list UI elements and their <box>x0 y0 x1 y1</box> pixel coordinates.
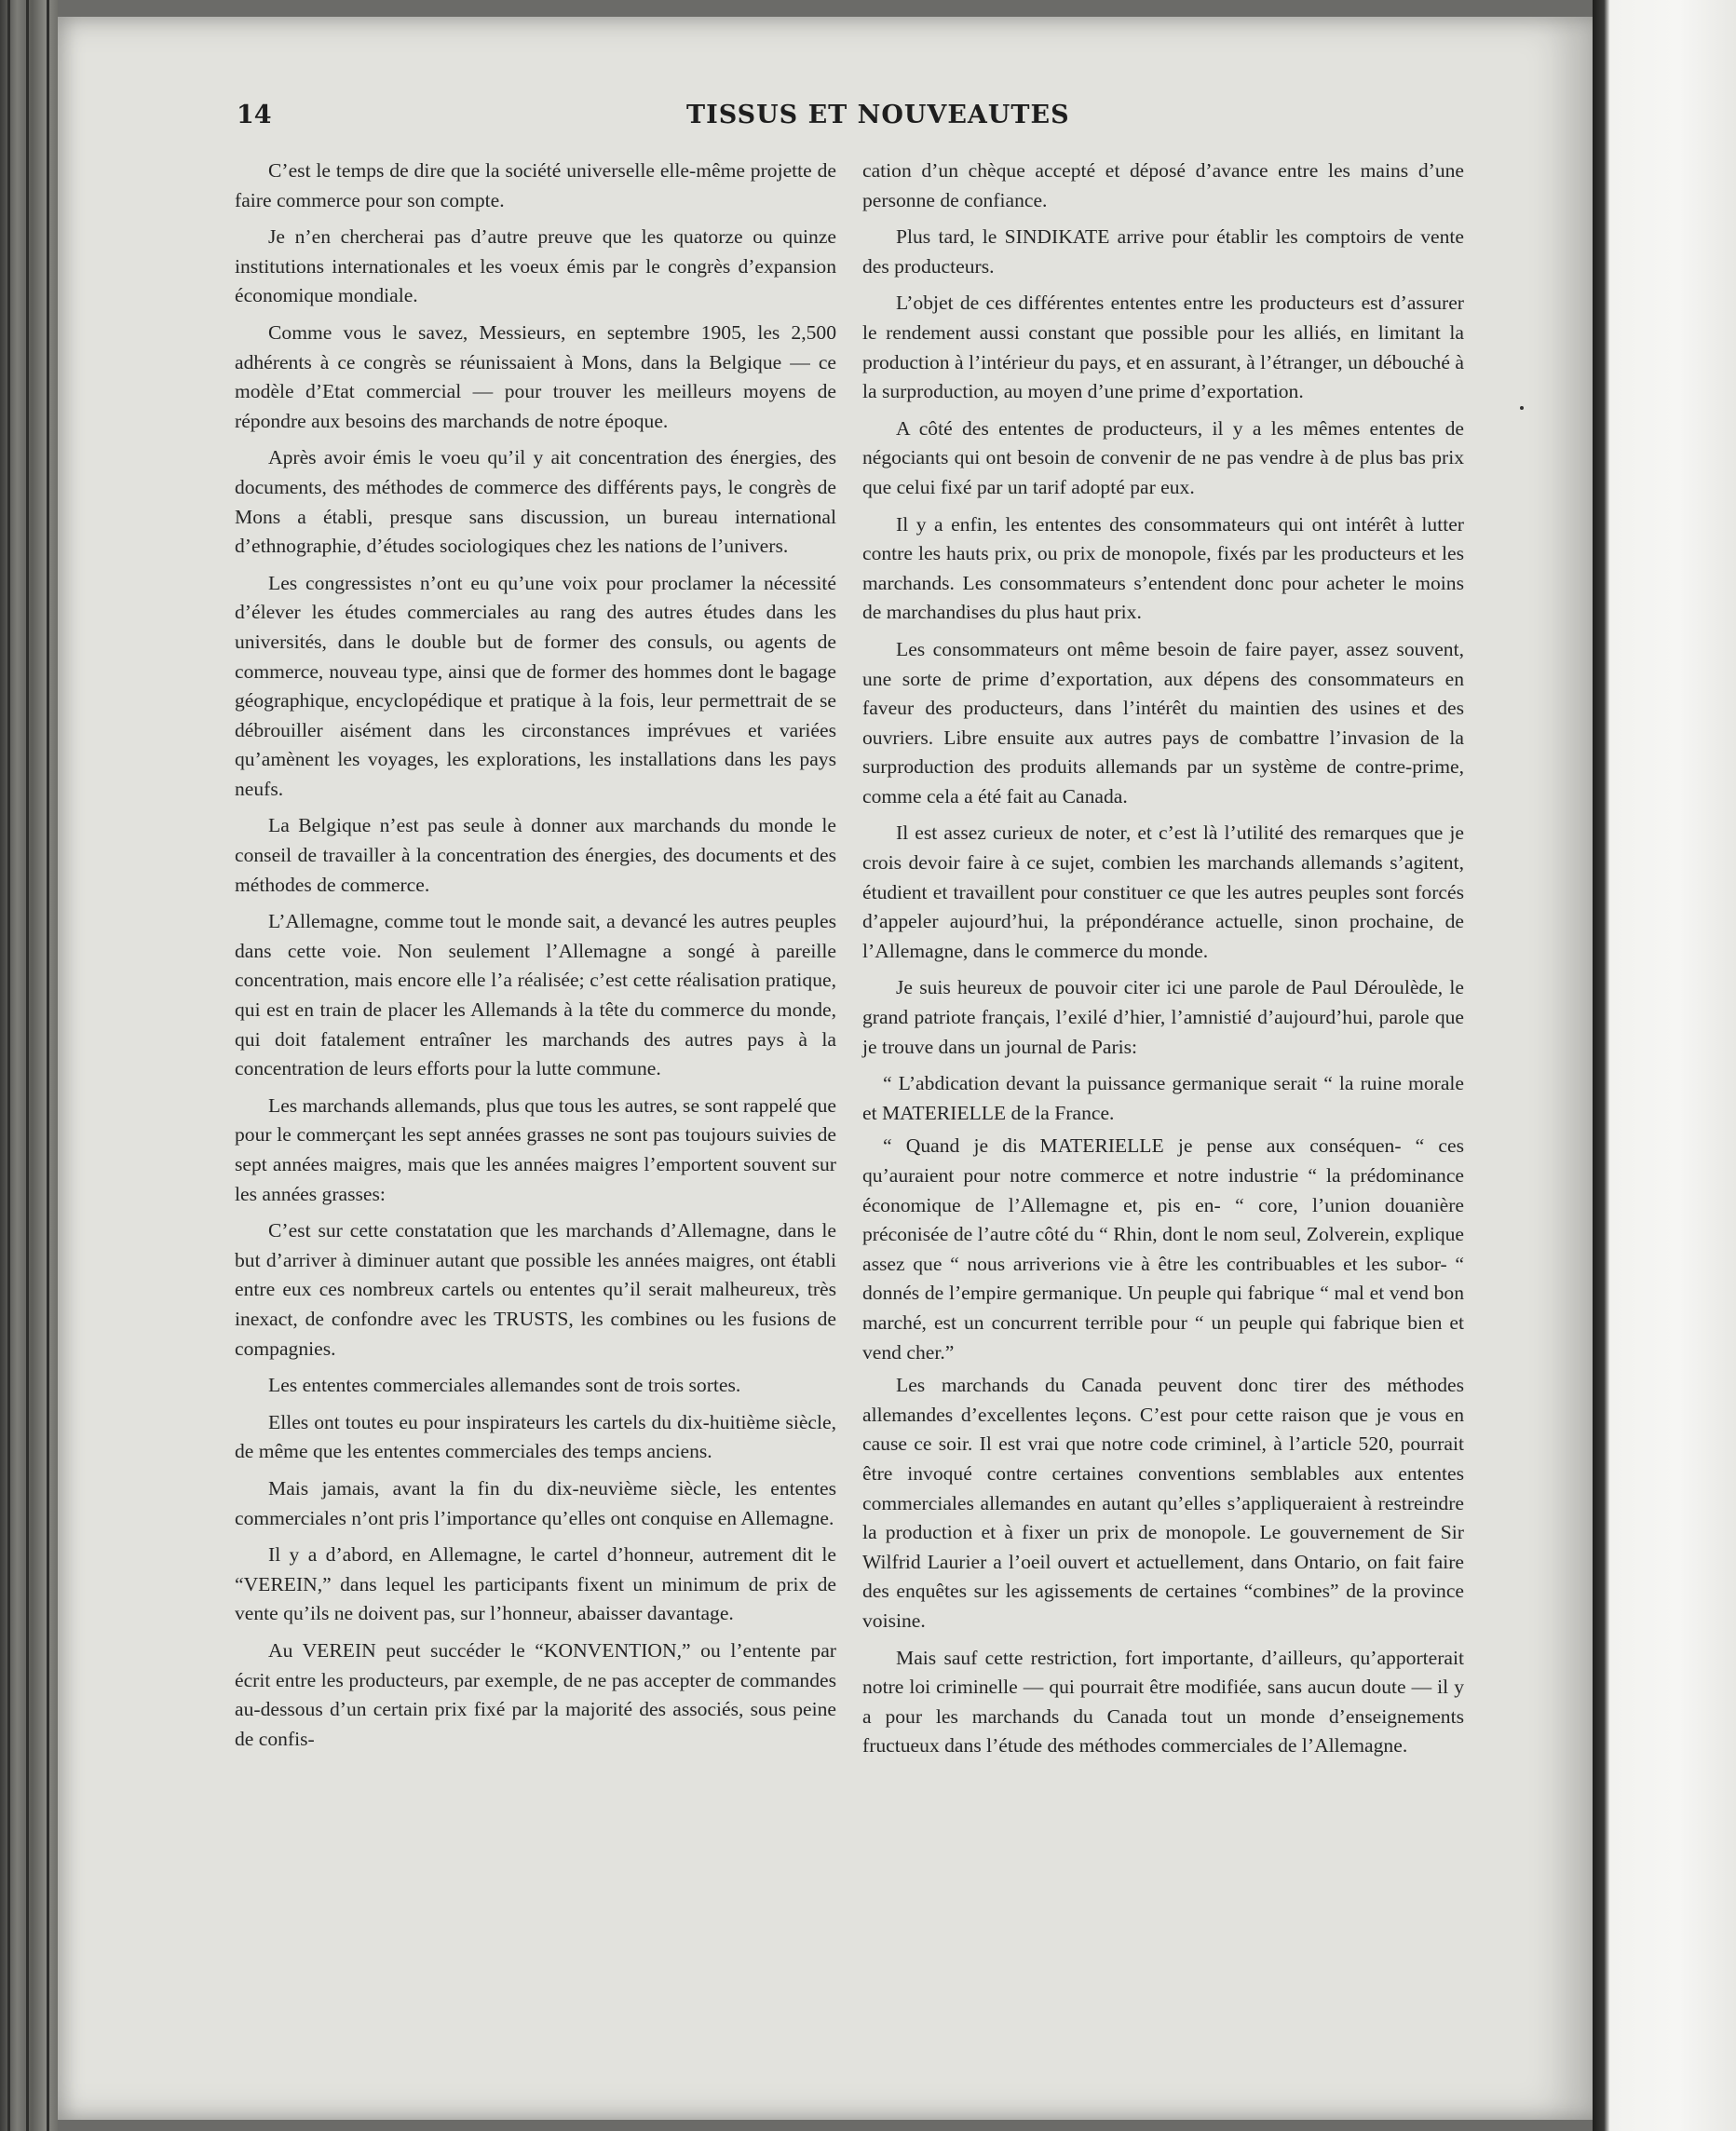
paragraph-continuation: cation d’un chèque accepté et déposé d’avance entre les mains d’une personne de confiance. <box>862 159 1464 211</box>
binding-line <box>7 0 10 2131</box>
paragraph: C’est sur cette constatation que les marchands d’Allemagne, dans le but d’arriver à diminuer autant que possible les années maigres, ont établi entre eux ces nombreux cartels ou ententes qu’il serait malheureux, très inexact, de confondre avec les TRUSTS, les combines ou les fusions de compagnies. <box>235 1219 836 1360</box>
scanned-page <box>58 17 1593 2120</box>
paragraph: Je suis heureux de pouvoir citer ici une parole de Paul Déroulède, le grand patriote français, l’exilé d’hier, l’amnistié d’aujourd’hui, parole que je trouve dans un journal de Paris: <box>862 976 1464 1058</box>
paragraph: Mais jamais, avant la fin du dix-neuvième siècle, les ententes commerciales n’ont pris l’importance qu’elles ont conquise en Allemagne. <box>235 1476 836 1529</box>
paragraph: Les consommateurs ont même besoin de faire payer, assez souvent, une sorte de prime d’exportation, aux dépens des consommateurs en faveur des producteurs, dans l’intérêt du maintien des usines et des ouvriers. Libre ensuite aux autres pays de combattre l’invasion de la surproduction des produits allemands par un système de contre-prime, comme cela a été fait au Canada. <box>862 637 1464 808</box>
paragraph: Il y a d’abord, en Allemagne, le cartel d’honneur, autrement dit le “VEREIN,” dans lequel les participants fixent un minimum de prix de vente qu’ils ne doivent pas, sur l’honneur, abaisser davantage. <box>235 1543 836 1625</box>
binding-line <box>26 0 29 2131</box>
paragraph: L’objet de ces différentes ententes entre les producteurs est d’assurer le rendement aussi constant que possible pour les alliés, en limitant la production à l’intérieur du pays, et en assurant, à l’étranger, un débouché à la surproduction, au moyen d’une prime d’exportation. <box>862 292 1464 403</box>
paragraph: Je n’en chercherai pas d’autre preuve que les quatorze ou quinze institutions internationales et les voeux émis par le congrès d’expansion économique mondiale. <box>235 225 836 307</box>
paragraph: Il est assez curieux de noter, et c’est là l’utilité des remarques que je crois devoir faire à ce sujet, combien les marchands allemands s’agitent, étudient et travaillent pour constituer ce que les autres peuples sont forcés d’appeler aujourd’hui, la prépondérance actuelle, sinon prochaine, de l’Allemagne, dans le commerce du monde. <box>862 821 1464 962</box>
paragraph: Plus tard, le SINDIKATE arrive pour établir les comptoirs de vente des producteurs. <box>862 225 1464 278</box>
scan-speck <box>1520 406 1524 410</box>
paragraph: Après avoir émis le voeu qu’il y ait concentration des énergies, des documents, des méthodes de commerce des différents pays, le congrès de Mons a établi, presque sans discussion, un bureau international d’ethnographie, d’études sociologiques chez les nations de l’univers. <box>235 446 836 558</box>
left-column <box>235 156 836 1761</box>
quotation: “ Quand je dis MATERIELLE je pense aux conséquen- “ ces qu’auraient pour notre commerce et notre industrie “ la prédominance économique de l’Allemagne et, pis en- “ core, l’union douanière préconisée de l’autre côté du “ Rhin, dont le nom seul, Zolverein, explique assez que “ nous arriverions vie à être les contribuables et les subor- “ donnés de l’empire germanique. Un peuple qui fabrique “ mal et vend bon marché, est un concurrent terrible pour “ un peuple qui fabrique bien et vend cher.” <box>862 1134 1464 1364</box>
paragraph: C’est le temps de dire que la société universelle elle-même projette de faire commerce pour son compte. <box>235 159 836 211</box>
adjacent-page-edge <box>1593 0 1736 2131</box>
paragraph: Il y a enfin, les ententes des consommateurs qui ont intérêt à lutter contre les hauts prix, ou prix de monopole, fixés par les producteurs et les marchands. Les consommateurs s’entendent donc pour acheter le moins de marchandises du plus haut prix. <box>862 512 1464 624</box>
paragraph: A côté des ententes de producteurs, il y a les mêmes ententes de négociants qui ont besoin de convenir de ne pas vendre à de plus bas prix que celui fixé par un tarif adopté par eux. <box>862 416 1464 498</box>
paragraph: Les congressistes n’ont eu qu’une voix pour proclamer la nécessité d’élever les études commerciales au rang des autres études dans les universités, dans le double but de former des consuls, ou agents de commerce, nouveau type, ainsi que de former des hommes dont le bagage géographique, encyclopédique et pratique à la fois, leur permettrait de se débrouiller aisément dans les circonstances imprévues et variées qu’amènent les voyages, les explorations, les installations dans les pays neufs. <box>235 571 836 800</box>
paragraph: Mais sauf cette restriction, fort importante, d’ailleurs, qu’apporterait notre loi criminelle — qui pourrait être modifiée, sans aucun doute — il y a pour les marchands du Canada tout un monde d’enseignements fructueux dans l’étude des méthodes commerciales de l’Allemagne. <box>862 1646 1464 1758</box>
paragraph: La Belgique n’est pas seule à donner aux marchands du monde le conseil de travailler à la concentration des énergies, des documents et des méthodes de commerce. <box>235 814 836 896</box>
quotation: “ L’abdication devant la puissance germanique serait “ la ruine morale et MATERIELLE de la France. <box>862 1072 1464 1124</box>
paragraph: Elles ont toutes eu pour inspirateurs les cartels du dix-huitième siècle, de même que les ententes commerciales des temps anciens. <box>235 1410 836 1463</box>
running-head: TISSUS ET NOUVEAUTES <box>686 101 1070 129</box>
paragraph: Comme vous le savez, Messieurs, en septembre 1905, les 2,500 adhérents à ce congrès se réunissaient à Mons, dans la Belgique — ce modèle d’Etat commercial — pour trouver les meilleurs moyens de répondre aux besoins des marchands de notre époque. <box>235 320 836 432</box>
paragraph: Les marchands du Canada peuvent donc tirer des méthodes allemandes d’excellentes leçons. C’est pour cette raison que je vous en cause ce soir. Il est vrai que notre code criminel, à l’article 520, pourrait être invoqué contre certaines conventions semblables aux ententes commerciales allemandes en autant qu’elles s’appliqueraient à restreindre la production et à fixer un prix de monopole. Le gouvernement de Sir Wilfrid Laurier a l’oeil ouvert et actuellement, dans Ontario, on fait faire des enquêtes sur les agissements de certaines “combines” de la province voisine. <box>862 1374 1464 1632</box>
book-binding-left <box>0 0 58 2131</box>
page-header <box>58 101 1593 138</box>
paragraph: Au VEREIN peut succéder le “KONVENTION,” ou l’entente par écrit entre les producteurs, par exemple, de ne pas accepter de commandes au-dessous d’un certain prix fixé par la majorité des associés, sous peine de confis- <box>235 1638 836 1750</box>
page-number: 14 <box>237 101 272 129</box>
paragraph: L’Allemagne, comme tout le monde sait, a devancé les autres peuples dans cette voie. Non seulement l’Allemagne a songé à pareille concentration, mais encore elle l’a réalisée; c’est cette réalisation pratique, qui est en train de placer les Allemands à la tête du commerce du monde, qui doit fatalement entraîner les marchands des autres pays à la concentration de leurs efforts pour la lutte commune. <box>235 910 836 1080</box>
paragraph: Les ententes commerciales allemandes sont de trois sortes. <box>268 1374 741 1397</box>
paragraph: Les marchands allemands, plus que tous les autres, se sont rappelé que pour le commerçant les sept années grasses ne sont pas toujours suivies de sept années maigres, mais que les années maigres l’emportent souvent sur les années grasses: <box>235 1093 836 1205</box>
binding-line <box>47 0 49 2131</box>
right-column <box>862 156 1464 1769</box>
